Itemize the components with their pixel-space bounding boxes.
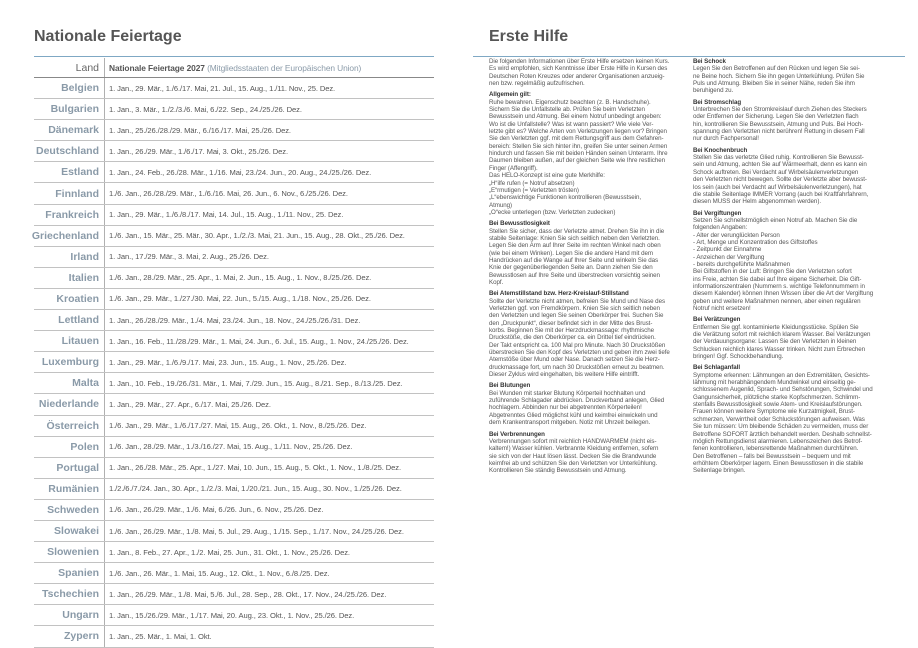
section-text-line: „L“ebenswichtige Funktionen kontrollieren (Bewusstsein,	[489, 194, 642, 202]
section-text-line: keimfrei ab und schützen Sie den Verletzten vor Unterkühlung.	[489, 459, 658, 467]
section-heading: Bei Knochenbruch	[693, 146, 748, 154]
country-cell: Litauen	[34, 331, 105, 351]
dates-cell: 1. Jan., 29. Mär., 27. Apr., 6./17. Mai, 25./26. Dez.	[109, 399, 271, 409]
table-row	[34, 78, 434, 99]
section-text-line: „O“ecke unterlegen (bzw. Verletzten zudecken)	[489, 208, 616, 216]
dates-cell: 1. Jan., 26./29. Mär., 1./6./17. Mai, 3. Okt., 25./26. Dez.	[109, 146, 288, 156]
country-cell: Slowakei	[34, 521, 105, 541]
first-aid-section	[693, 210, 901, 313]
dates-cell: 1./6. Jan., 28./29. Mär., 25. Apr., 1. Mai, 2. Jun., 15. Aug., 1. Nov., 8./25./26. Dez.	[109, 273, 372, 283]
first-aid-column-right	[693, 58, 901, 475]
country-cell: Finnland	[34, 183, 105, 203]
section-text-line: Legen Sie den Arm auf Ihrer Seite im rechten Winkel nach oben	[489, 242, 661, 250]
section-text-line: Die folgenden Informationen über Erste Hilfe ersetzen keinen Kurs.	[489, 58, 670, 65]
country-cell: Slowenien	[34, 542, 105, 562]
country-cell: Spanien	[34, 563, 105, 583]
table-row	[34, 352, 434, 373]
table-row	[34, 289, 434, 310]
dates-cell: 1. Jan., 17./29. Mär., 3. Mai, 2. Aug., 25./26. Dez.	[109, 252, 269, 262]
section-text-line: Bei Wunden mit starker Blutung Körperteil hochhalten und	[489, 389, 646, 397]
section-text-line: Symptome erkennen: Lähmungen an den Extremitäten, Gesichts-	[693, 371, 870, 379]
table-row	[34, 120, 434, 141]
section-text-line: beruhigend zu.	[693, 87, 734, 95]
section-heading: Bei Bewusstlosigkeit	[489, 220, 550, 228]
section-text-line: Legen Sie den Betroffenen auf den Rücken und legen Sie sei-	[693, 65, 860, 73]
section-text-line: überstrecken Sie den Kopf des Verletzten und geben ihm zwei tiefe	[489, 349, 670, 357]
section-text-line: Handrücken auf die Wange auf Ihrer Seite und winkeln Sie das	[489, 256, 659, 264]
section-text-line: geben und weitere Maßnahmen nennen, aber einen regulären	[693, 297, 861, 305]
first-aid-section	[489, 58, 693, 87]
dates-cell: 1./6. Jan., 15. Mär., 25. Mär., 30. Apr., 1./2./3. Mai, 21. Jun., 15. Aug., 28. Okt., 25./26. Dez.	[109, 231, 405, 241]
section-text-line: Frauen können weitere Symptome wie Kurzatmigkeit, Brust-	[693, 408, 855, 416]
section-heading: Bei Schock	[693, 58, 726, 65]
table-row	[34, 458, 434, 479]
section-text-line: Bewusstlosen auf Ihre Seite und überstrecken vorsichtig seinen	[489, 271, 660, 279]
section-text-line: Sichern Sie die Unfallstelle ab. Prüfen Sie beim Verletzten	[489, 106, 645, 114]
country-cell: Österreich	[34, 416, 105, 436]
dates-cell: 1. Jan., 3. Mär., 1./2./3./6. Mai, 6./22. Sep., 24./25./26. Dez.	[109, 104, 302, 114]
first-aid-section	[693, 364, 901, 474]
table-header-row	[34, 58, 434, 78]
section-text-line: Entfernen Sie ggf. kontaminierte Kleidungsstücke. Spülen Sie	[693, 323, 859, 331]
country-cell: Italien	[34, 268, 105, 288]
section-text-line: (wie bei einem Winken). Legen Sie die andere Hand mit dem	[489, 249, 653, 257]
section-text-line: „H“ilfe rufen (= Notruf absetzen)	[489, 179, 575, 187]
table-row	[34, 247, 434, 268]
section-text-line: - Anzeichen der Vergiftung	[693, 253, 765, 261]
dates-cell: 1./6. Jan., 26./28./29. Mär., 1./6./16. Mai, 26. Jun., 6. Nov., 6./25./26. Dez.	[109, 189, 348, 199]
section-text-line: - Alter der verunglückten Person	[693, 231, 780, 239]
country-cell: Polen	[34, 437, 105, 457]
dates-cell: 1. Jan., 29. Mär., 1./6./9./17. Mai, 23. Jun., 15. Aug., 1. Nov., 25./26. Dez.	[109, 357, 347, 367]
dates-cell: 1. Jan., 25. Mär., 1. Mai, 1. Okt.	[109, 631, 212, 641]
header-dates	[105, 63, 434, 73]
section-text-line: Notruf nicht ersetzen!	[693, 305, 751, 312]
section-text-line: druckmassage fort, um nach 30 Druckstößen erneut zu beatmen.	[489, 363, 665, 371]
section-text-line: Sollte der Verletzte nicht atmen, befreien Sie Mund und Nase des	[489, 297, 665, 305]
section-text-line: Seitenlage bringen.	[693, 467, 746, 475]
section-text-line: den Verletzten nicht bewegen. Sollte der Verletzte aber bewusst-	[693, 176, 867, 184]
country-cell: Rumänien	[34, 479, 105, 499]
dates-cell: 1. Jan., 25./26./28./29. Mär., 6./16./17. Mai, 25./26. Dez.	[109, 125, 291, 135]
section-text-line: Den Betroffenen – falls bei Bewusstsein – bequem und mit	[693, 452, 851, 460]
country-cell: Lettland	[34, 310, 105, 330]
section-text-line: diesem Kalender) können Ihnen Wissen über die Art der Vergiftung	[693, 290, 874, 298]
section-text-line: - Art, Menge und Konzentration des Giftstoffes	[693, 238, 818, 246]
section-text-line: Dieser Zyklus wird eingehalten, bis weitere Hilfe eintrifft.	[489, 371, 640, 379]
section-text-line: Abgetrenntes Glied möglichst kühl und keimfrei einwickeln und	[489, 411, 658, 419]
dates-cell: 1. Jan., 29. Mär., 1./6./17. Mai, 21. Jul., 15. Aug., 1./11. Nov., 25. Dez.	[109, 83, 336, 93]
section-text-line: lähmung mit herabhängendem Mundwinkel und einseitig ge-	[693, 379, 856, 387]
title-divider	[34, 56, 434, 57]
section-heading: Bei Verbrennungen	[489, 430, 545, 438]
section-text-line: Druckstöße, die den Oberkörper ca. ein Drittel tief eindrücken.	[489, 334, 656, 342]
section-text-line: hin, kontrollieren Sie Bewusstsein, Atmung und Puls. Bei Hoch-	[693, 120, 864, 128]
section-text-line: Unterbrechen Sie den Stromkreislauf durch Ziehen des Steckers	[693, 106, 867, 114]
section-text-line: Deutschen Roten Kreuzes oder anderer Organisationen anzueig-	[489, 72, 665, 80]
dates-cell: 1./2./6./7./24. Jan., 30. Apr., 1./2./3. Mai, 1./20./21. Jun., 15. Aug., 30. Nov., 1./25./26. Dez.	[109, 484, 402, 494]
section-text-line: erhöhtem Oberkörper lagern. Einen Bewusstlosen in die stabile	[693, 459, 864, 467]
table-row	[34, 141, 434, 162]
section-text-line: Atmung)	[489, 201, 513, 209]
section-text-line: hochlagern. Abbinden nur bei abgetrennten Körperteilen!	[489, 404, 642, 412]
section-text-line: nen bzw. regelmäßig aufzufrischen.	[489, 80, 585, 88]
dates-cell: 1./6. Jan., 29. Mär., 1./27./30. Mai, 22. Jun., 5./15. Aug., 1./18. Nov., 25./26. Dez.	[109, 294, 371, 304]
first-aid-section	[693, 99, 901, 143]
section-text-line: informationszentralen (Nummern s. wichtige Telefonnummern in	[693, 282, 865, 290]
table-row	[34, 542, 434, 563]
section-text-line: „E“rmutigen (= Verletzten trösten)	[489, 186, 579, 194]
section-text-line: den Verletzten und legen Sie seinen Oberkörper frei. Suchen Sie	[489, 312, 664, 320]
section-heading: Bei Vergiftungen	[693, 209, 742, 217]
section-text-line: Daumen bleiben außen, auf der gleichen Seite wie Ihre restlichen	[489, 157, 666, 165]
section-text-line: hindurch und fassen Sie mit beiden Händen seinen Unterarm. Ihre	[489, 150, 668, 158]
table-row	[34, 310, 434, 331]
header-country: Land	[34, 58, 105, 77]
table-row	[31, 226, 434, 247]
table-row	[34, 394, 434, 415]
section-text-line: Verbrennungen sofort mit reichlich HANDWARMEM (nicht eis-	[489, 437, 657, 445]
country-cell: Frankreich	[34, 205, 105, 225]
dates-cell: 1./6. Jan., 29. Mär., 1./6./17./27. Mai, 15. Aug., 26. Okt., 1. Nov., 8./25./26. Dez.	[109, 421, 367, 431]
section-text-line: nur durch Fachpersonal!	[693, 135, 759, 143]
section-text-line: bringen! Ggf. Schockbehandlung.	[693, 353, 784, 361]
table-row	[34, 500, 434, 521]
section-text-line: ne Beine hoch. Sichern Sie ihn gegen Unterkühlung. Prüfen Sie	[693, 72, 865, 80]
section-text-line: letzte gibt es? Welche Arten von Verletzungen liegen vor? Bringen	[489, 128, 667, 136]
header-dates-title: Nationale Feiertage 2027	[109, 62, 205, 73]
country-cell: Luxemburg	[34, 352, 105, 372]
table-row	[34, 416, 434, 437]
section-text-line: Sie tun müssen: Um bleibende Schäden zu vermeiden, muss der	[693, 423, 869, 431]
dates-cell: 1. Jan., 10. Feb., 19./26./31. Mär., 1. Mai, 7./29. Jun., 15. Aug., 8./21. Sep., 8./13./25. Dez.	[109, 378, 403, 388]
section-text-line: der Verdauungsorgane: Lassen Sie den Verletzten in kleinen	[693, 338, 857, 346]
first-aid-section	[693, 316, 901, 360]
country-cell: Kroatien	[34, 289, 105, 309]
first-aid-section	[489, 220, 693, 286]
dates-cell: 1./6. Jan., 28./29. Mär., 1./3./16./27. Mai, 15. Aug., 1./11. Nov., 25./26. Dez.	[109, 442, 353, 452]
table-row	[34, 437, 434, 458]
country-cell: Ungarn	[34, 605, 105, 625]
section-text-line: diesen MUSS der Helm abgenommen werden).	[693, 198, 821, 206]
first-aid-column-left	[489, 58, 693, 475]
section-text-line: los sein (auch bei Verdacht auf Wirbelsäulenverletzungen), hat	[693, 183, 862, 191]
section-text-line: Wo ist die Unfallstelle? Was ist wann passiert? Wie viele Ver-	[489, 120, 654, 128]
title-divider	[473, 56, 905, 57]
section-heading: Bei Atemstillstand bzw. Herz-Kreislauf-Stillstand	[489, 290, 629, 298]
country-cell: Schweden	[34, 500, 105, 520]
section-text-line: schlossenem Augenlid, Sprach- und Sehstörungen, Schwindel und	[693, 386, 873, 394]
dates-cell: 1. Jan., 26./29. Mär., 1./8. Mai, 5./6. Jul., 28. Sep., 28. Okt., 17. Nov., 24./25./26. Dez.	[109, 589, 387, 599]
section-text-line: Gangunsicherheit, plötzliche starke Kopfschmerzen. Schlimm-	[693, 393, 861, 401]
table-row	[34, 563, 434, 584]
section-text-line: stenfalls Bewusstlosigkeit sowie Atem- und Kreislaufstörungen.	[693, 401, 863, 409]
section-text-line: Sie den Verletzten ggf. mit dem Rettungsgriff aus dem Gefahren-	[489, 135, 664, 143]
table-row	[34, 479, 434, 500]
dates-cell: 1. Jan., 8. Feb., 27. Apr., 1./2. Mai, 25. Jun., 31. Okt., 1. Nov., 25./26. Dez.	[109, 547, 350, 557]
section-text-line: ins Freie, achten Sie dabei auf Ihre eigene Sicherheit. Die Gift-	[693, 275, 862, 283]
dates-cell: 1. Jan., 24. Feb., 26./28. Mär., 1./16. Mai, 23./24. Jun., 20. Aug., 24./25./26. Dez.	[109, 167, 372, 177]
section-text-line: schmerzen, Verwirrtheit oder Schluckstörungen aufweisen. Was	[693, 415, 865, 423]
page-title: Nationale Feiertage	[34, 28, 182, 45]
country-cell: Niederlande	[34, 394, 105, 414]
section-text-line: sie sich von der Haut lösen lässt. Decken Sie die Brandwunde	[489, 452, 657, 460]
section-text-line: sein und Atmung, achten Sie auf Wärmeerhalt, denn es kann ein	[693, 161, 867, 169]
section-text-line: korbs. Beginnen Sie mit der Herzdruckmassage: rhythmische	[489, 327, 654, 335]
section-text-line: Das HELO-Konzept ist eine gute Merkhilfe:	[489, 172, 605, 180]
first-aid-section	[693, 147, 901, 206]
table-row	[34, 205, 434, 226]
table-row	[34, 99, 434, 120]
section-heading: Bei Blutungen	[489, 382, 531, 390]
section-text-line: Verletzten ggf. von Fremdkörpern. Knien Sie sich seitlich neben	[489, 305, 660, 312]
section-text-line: kaltem!) Wasser kühlen. Verbrannte Kleidung entfernen, sofern	[489, 445, 659, 453]
table-row	[34, 626, 434, 647]
section-text-line: Schlucken reichlich klares Wasser trinken. Nicht zum Erbrechen	[693, 345, 866, 353]
section-heading: Bei Verätzungen	[693, 316, 741, 324]
country-cell: Griechenland	[34, 226, 105, 246]
section-text-line: Stellen Sie sicher, dass der Verletzte atmet. Drehen Sie ihn in die	[489, 227, 665, 235]
dates-cell: 1. Jan., 15./26./29. Mär., 1./17. Mai, 20. Aug., 23. Okt., 1. Nov., 25./26. Dez.	[109, 610, 355, 620]
holiday-table	[31, 58, 434, 648]
table-row	[34, 162, 434, 183]
section-text-line: die Verätzung sofort mit reichlich klarem Wasser. Bei Verätzungen	[693, 331, 871, 339]
section-text-line: dem Krankentransport mitgeben. Notiz mit Uhrzeit beilegen.	[489, 419, 651, 427]
section-heading: Bei Schlaganfall	[693, 364, 740, 372]
section-text-line: Atemstöße über Mund oder Nase. Danach setzen Sie die Herz-	[489, 356, 660, 364]
country-cell: Irland	[34, 247, 105, 267]
section-text-line: stabile Seitenlage: Knien Sie sich seitlich neben den Verletzten.	[489, 234, 660, 242]
country-cell: Zypern	[34, 626, 105, 646]
section-heading: Bei Stromschlag	[693, 98, 742, 106]
section-text-line: Ruhe bewahren. Eigenschutz beachten (z. B. Handschuhe).	[489, 98, 651, 106]
first-aid-section	[489, 431, 693, 475]
section-text-line: Stellen Sie das verletzte Glied ruhig. Kontrollieren Sie Bewusst-	[693, 154, 864, 162]
country-cell: Portugal	[34, 458, 105, 478]
dates-cell: 1./6. Jan., 26./29. Mär., 1./6. Mai, 6./26. Jun., 6. Nov., 25./26. Dez.	[109, 505, 324, 515]
section-text-line: Puls und Atmung. Bleiben Sie in seiner Nähe, reden Sie ihm	[693, 80, 855, 88]
section-text-line: folgenden Angaben:	[693, 224, 748, 232]
dates-cell: 1. Jan., 29. Mär., 1./6./8./17. Mai, 14. Jul., 15. Aug., 1./11. Nov., 25. Dez.	[109, 210, 344, 220]
section-text-line: bereich: Stellen Sie sich hinter ihn, greifen Sie unter seinen Armen	[489, 142, 668, 150]
section-text-line: zuführende Schlagader abdrücken. Druckverband anlegen, Glied	[489, 397, 665, 405]
section-text-line: Bei Giftstoffen in der Luft: Bringen Sie den Verletzten sofort	[693, 268, 852, 276]
header-dates-subtitle: (Mitgliedsstaaten der Europäischen Union)	[207, 62, 362, 73]
section-text-line: Knie der gegenüberliegenden Seite an. Dann ziehen Sie den	[489, 264, 653, 272]
section-text-line: den „Druckpunkt“, dieser befindet sich in der Mitte des Brust-	[489, 319, 653, 327]
section-text-line: die stabile Seitenlage IMMER Vorrang (auch bei Kraftfahrfahrern,	[693, 190, 869, 198]
table-row	[34, 584, 434, 605]
table-row	[34, 605, 434, 626]
section-text-line: Betroffene SOFORT ärztlich behandelt werden. Deshalb schnellst-	[693, 430, 872, 438]
dates-cell: 1./6. Jan., 26. Mär., 1. Mai, 15. Aug., 12. Okt., 1. Nov., 6./8./25. Dez.	[109, 568, 330, 578]
first-aid-section	[489, 290, 693, 378]
dates-cell: 1. Jan., 26./28. Mär., 25. Apr., 1./27. Mai, 10. Jun., 15. Aug., 5. Okt., 1. Nov., 1./8./25. Dez.	[109, 463, 401, 473]
first-aid-section	[693, 58, 901, 95]
country-cell: Belgien	[34, 78, 105, 98]
table-row	[34, 373, 434, 394]
table-row	[34, 331, 434, 352]
country-cell: Deutschland	[34, 141, 105, 161]
section-text-line: Bewusstsein und Atmung. Bei einem Notruf unbedingt angeben:	[489, 113, 662, 121]
section-text-line: spannung den Verletzten nicht berühren! Rettung in diesem Fall	[693, 128, 865, 136]
section-text-line: Es wird empfohlen, sich Kenntnisse über Erste Hilfe in Kursen des	[489, 65, 668, 73]
first-aid-section	[489, 382, 693, 426]
section-text-line: möglich Rettungsdienst alarmieren. Lebenszeichen des Betrof-	[693, 437, 863, 445]
country-cell: Estland	[34, 162, 105, 182]
country-cell: Bulgarien	[34, 99, 105, 119]
dates-cell: 1. Jan., 26./28./29. Mär., 1./4. Mai, 23./24. Jun., 18. Nov., 24./25./26./31. Dez.	[109, 315, 361, 325]
table-row	[34, 183, 434, 204]
dates-cell: 1./6. Jan., 26./29. Mär., 1./8. Mai, 5. Jul., 29. Aug., 1./15. Sep., 1./17. Nov., 24./25./26. Dez.	[109, 526, 404, 536]
table-row	[34, 521, 434, 542]
section-text-line: - Zeitpunkt der Einnahme	[693, 246, 762, 254]
country-cell: Dänemark	[34, 120, 105, 140]
section-heading: Allgemein gilt:	[489, 91, 531, 99]
country-cell: Tschechien	[34, 584, 105, 604]
table-row	[34, 268, 434, 289]
section-text-line: - bereits durchgeführte Maßnahmen	[693, 260, 791, 268]
section-text-line: Setzen Sie schnellstmöglich einen Notruf ab. Machen Sie die	[693, 216, 858, 224]
section-text-line: Der Takt entspricht ca. 100 Mal pro Minute. Nach 30 Druckstößen	[489, 341, 666, 349]
section-text-line: Finger (Affengriff).	[489, 164, 538, 172]
section-text-line: Schock auftreten. Bei Verdacht auf Wirbelsäulenverletzungen	[693, 168, 859, 176]
first-aid-section	[489, 91, 693, 216]
section-text-line: Kopf.	[489, 278, 504, 286]
section-text-line: oder Entfernen der Sicherung. Legen Sie den Verletzten flach	[693, 113, 859, 121]
page-title: Erste Hilfe	[489, 28, 569, 45]
section-text-line: fenen kontrollieren, lebensrettende Maßnahmen durchführen.	[693, 445, 859, 453]
dates-cell: 1. Jan., 16. Feb., 11./28./29. Mär., 1. Mai, 24. Jun., 6. Jul., 15. Aug., 1. Nov., 24./25./26. Dez.	[109, 336, 409, 346]
section-text-line: Kontrollieren Sie ständig Bewusstsein und Atmung.	[489, 467, 627, 475]
country-cell: Malta	[34, 373, 105, 393]
